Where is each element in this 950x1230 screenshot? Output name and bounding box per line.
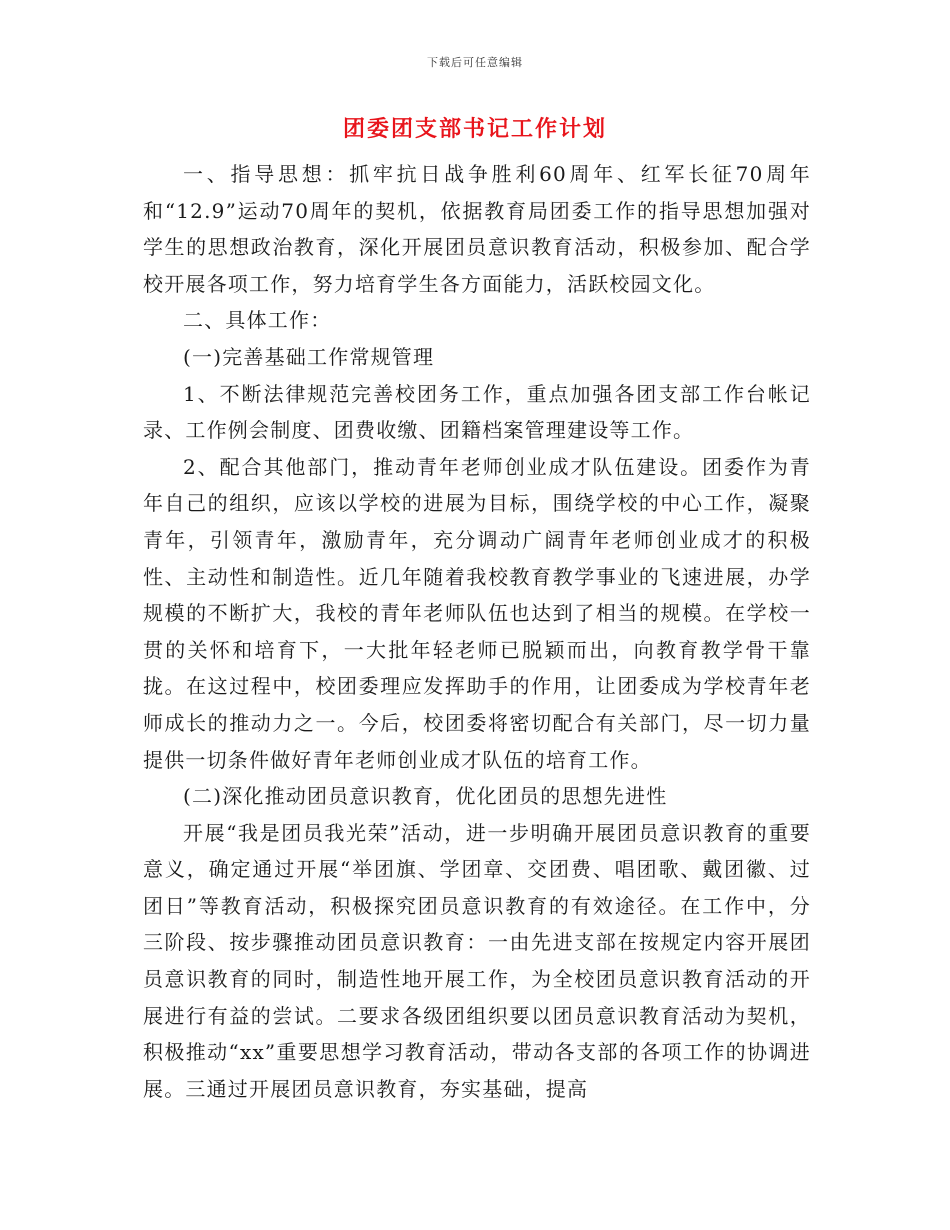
paragraph-item-1: 1、不断法律规范完善校团务工作，重点加强各团支部工作台帐记录、工作例会制度、团费收缴、团籍档案管理建设等工作。 [143,381,811,443]
paragraph-member-activity: 开展“我是团员我光荣”活动，进一步明确开展团员意识教育的重要意义，确定通过开展“举团旗、学团章、交团费、唱团歌、戴团徽、过团日”等教育活动，积极探究团员意识教育的有效途径。在工作中，分三阶段、按步骤推动团员意识教育：一由先进支部在按规定内容开展团员意识教育的同时，制造性地开展工作，为全校团员意识教育活动的开展进行有益的尝试。二要求各级团组织要以团员意识教育活动为契机，积极推动“xx”重要思想学习教育活动，带动各支部的各项工作的协调进展。三通过开展团员意识教育，夯实基础，提高 [143,820,811,1101]
document-body [143,156,811,1107]
document-title: 团委团支部书记工作计划 [342,116,607,142]
subsection-heading-member-awareness: (二)深化推动团员意识教育，优化团员的思想先进性 [183,784,668,809]
subsection-heading-basic-work: (一)完善基础工作常规管理 [183,344,435,369]
section-heading-specific-work: 二、具体工作： [183,308,332,333]
paragraph-item-2: 2、配合其他部门，推动青年老师创业成才队伍建设。团委作为青年自己的组织，应该以学校的进展为目标，围绕学校的中心工作，凝聚青年，引领青年，激励青年，充分调动广阔青年老师创业成才的积极性、主动性和制造性。近几年随着我校教育教学事业的飞速进展，办学规模的不断扩大，我校的青年老师队伍也达到了相当的规模。在学校一贯的关怀和培育下，一大批年轻老师已脱颖而出，向教育教学骨干靠拢。在这过程中，校团委理应发挥助手的作用，让团委成为学校青年老师成长的推动力之一。今后，校团委将密切配合有关部门，尽一切力量提供一切条件做好青年老师创业成才队伍的培育工作。 [143,454,811,772]
paragraph-guiding-ideology: 一、指导思想：抓牢抗日战争胜利60周年、红军长征70周年和“12.9”运动70周年的契机，依据教育局团委工作的指导思想加强对学生的思想政治教育，深化开展团员意识教育活动，积极参加、配合学校开展各项工作，努力培育学生各方面能力，活跃校园文化。 [143,162,811,296]
header-note: 下载后可任意编辑 [427,56,523,69]
